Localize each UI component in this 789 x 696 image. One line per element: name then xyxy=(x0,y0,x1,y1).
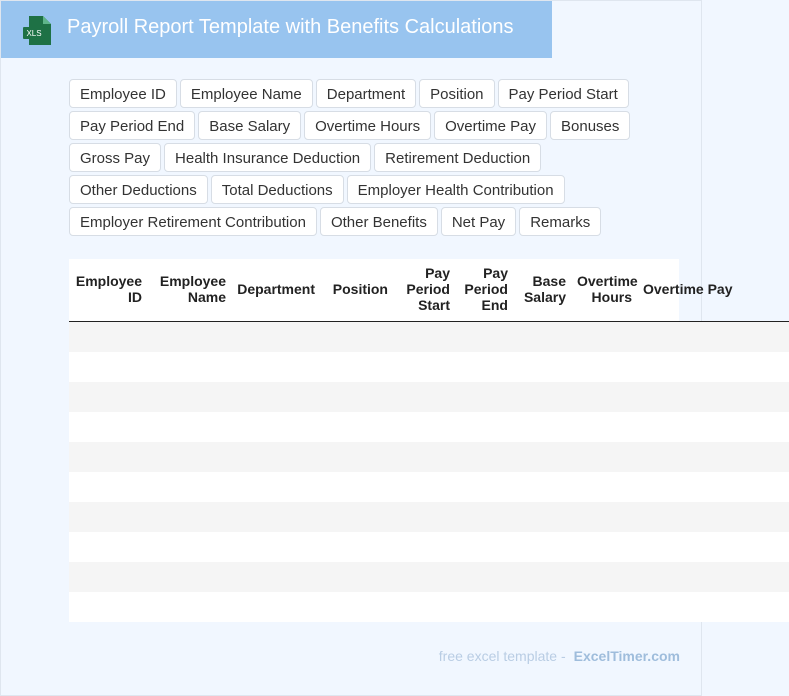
column-header[interactable]: Pay Period End xyxy=(457,259,515,322)
table-row xyxy=(69,592,789,622)
field-chip[interactable]: Pay Period Start xyxy=(498,79,629,108)
column-header[interactable]: Position xyxy=(322,259,395,322)
table-cell[interactable] xyxy=(515,532,573,562)
table-cell[interactable] xyxy=(149,532,233,562)
table-cell[interactable] xyxy=(457,382,515,412)
table-cell[interactable] xyxy=(395,592,457,622)
table-cell[interactable] xyxy=(233,412,322,442)
field-chip[interactable]: Department xyxy=(316,79,416,108)
table-row xyxy=(69,352,789,382)
payroll-table-container[interactable] xyxy=(69,259,733,622)
table-cell[interactable] xyxy=(149,352,233,382)
table-cell[interactable] xyxy=(639,562,789,592)
table-cell[interactable] xyxy=(457,502,515,532)
table-cell[interactable] xyxy=(639,532,789,562)
table-cell[interactable] xyxy=(69,442,149,472)
table-row xyxy=(69,322,789,353)
table-cell[interactable] xyxy=(149,472,233,502)
payroll-table xyxy=(69,259,789,622)
table-cell[interactable] xyxy=(395,382,457,412)
table-cell[interactable] xyxy=(457,322,515,353)
table-cell[interactable] xyxy=(515,382,573,412)
field-chip[interactable]: Gross Pay xyxy=(69,143,161,172)
field-chip[interactable]: Total Deductions xyxy=(211,175,344,204)
table-cell[interactable] xyxy=(322,382,395,412)
table-cell[interactable] xyxy=(322,442,395,472)
table-row xyxy=(69,412,789,442)
table-cell[interactable] xyxy=(395,502,457,532)
table-cell[interactable] xyxy=(322,592,395,622)
table-header-row xyxy=(69,259,789,322)
table-cell[interactable] xyxy=(573,562,639,592)
table-cell[interactable] xyxy=(149,502,233,532)
field-chip[interactable]: Employer Retirement Contribution xyxy=(69,207,317,236)
field-chip[interactable]: Position xyxy=(419,79,494,108)
table-cell[interactable] xyxy=(515,592,573,622)
column-header[interactable]: Employee ID xyxy=(69,259,149,322)
table-cell[interactable] xyxy=(457,592,515,622)
table-cell[interactable] xyxy=(395,472,457,502)
table-cell[interactable] xyxy=(69,562,149,592)
column-header[interactable]: Pay Period Start xyxy=(395,259,457,322)
table-cell[interactable] xyxy=(69,532,149,562)
table-cell[interactable] xyxy=(233,352,322,382)
table-cell[interactable] xyxy=(457,412,515,442)
column-header[interactable]: Overtime Hours xyxy=(573,259,639,322)
table-cell[interactable] xyxy=(573,592,639,622)
table-body xyxy=(69,322,789,623)
table-cell[interactable] xyxy=(69,502,149,532)
field-chip[interactable]: Health Insurance Deduction xyxy=(164,143,371,172)
table-cell[interactable] xyxy=(573,382,639,412)
table-cell[interactable] xyxy=(322,412,395,442)
table-cell[interactable] xyxy=(515,322,573,353)
title-banner xyxy=(1,1,552,58)
field-chip[interactable]: Overtime Hours xyxy=(304,111,431,140)
field-chip[interactable]: Base Salary xyxy=(198,111,301,140)
table-cell[interactable] xyxy=(515,442,573,472)
table-cell[interactable] xyxy=(322,532,395,562)
table-cell[interactable] xyxy=(322,562,395,592)
table-cell[interactable] xyxy=(69,322,149,353)
table-cell[interactable] xyxy=(149,592,233,622)
table-cell[interactable] xyxy=(639,502,789,532)
table-row xyxy=(69,472,789,502)
table-cell[interactable] xyxy=(233,502,322,532)
table-cell[interactable] xyxy=(233,532,322,562)
table-cell[interactable] xyxy=(233,562,322,592)
svg-text:XLS: XLS xyxy=(26,29,42,38)
field-chip[interactable]: Retirement Deduction xyxy=(374,143,541,172)
field-chip[interactable]: Bonuses xyxy=(550,111,630,140)
table-cell[interactable] xyxy=(639,352,789,382)
table-cell[interactable] xyxy=(69,472,149,502)
table-cell[interactable] xyxy=(639,412,789,442)
table-cell[interactable] xyxy=(573,442,639,472)
column-header[interactable]: Employee Name xyxy=(149,259,233,322)
table-cell[interactable] xyxy=(322,352,395,382)
table-cell[interactable] xyxy=(573,322,639,353)
table-cell[interactable] xyxy=(515,412,573,442)
table-cell[interactable] xyxy=(395,442,457,472)
table-cell[interactable] xyxy=(149,442,233,472)
field-chip[interactable]: Other Deductions xyxy=(69,175,208,204)
table-cell[interactable] xyxy=(573,532,639,562)
table-cell[interactable] xyxy=(639,442,789,472)
table-cell[interactable] xyxy=(573,412,639,442)
table-cell[interactable] xyxy=(69,382,149,412)
table-cell[interactable] xyxy=(149,382,233,412)
field-chip[interactable]: Overtime Pay xyxy=(434,111,547,140)
field-chip[interactable]: Employer Health Contribution xyxy=(347,175,565,204)
footer-prefix: free excel template - xyxy=(438,648,566,664)
table-cell[interactable] xyxy=(395,352,457,382)
footer-brand-link[interactable]: ExcelTimer.com xyxy=(573,648,680,664)
table-cell[interactable] xyxy=(233,322,322,353)
table-cell[interactable] xyxy=(515,472,573,502)
table-cell[interactable] xyxy=(69,592,149,622)
field-chip[interactable]: Net Pay xyxy=(441,207,516,236)
page-title: Payroll Report Template with Benefits Calculations xyxy=(67,16,514,38)
column-header[interactable]: Base Salary xyxy=(515,259,573,322)
table-row xyxy=(69,562,789,592)
table-cell[interactable] xyxy=(573,472,639,502)
table-cell[interactable] xyxy=(639,592,789,622)
table-cell[interactable] xyxy=(149,412,233,442)
table-cell[interactable] xyxy=(233,382,322,412)
table-cell[interactable] xyxy=(515,502,573,532)
table-cell[interactable] xyxy=(457,562,515,592)
table-cell[interactable] xyxy=(149,562,233,592)
table-cell[interactable] xyxy=(457,532,515,562)
table-row xyxy=(69,532,789,562)
footer-credit xyxy=(439,648,680,664)
table-cell[interactable] xyxy=(395,532,457,562)
table-cell[interactable] xyxy=(233,592,322,622)
table-row xyxy=(69,382,789,412)
table-cell[interactable] xyxy=(395,322,457,353)
field-chip[interactable]: Remarks xyxy=(519,207,601,236)
table-cell[interactable] xyxy=(69,352,149,382)
table-cell[interactable] xyxy=(573,352,639,382)
table-cell[interactable] xyxy=(69,412,149,442)
field-chip[interactable]: Employee ID xyxy=(69,79,177,108)
table-cell[interactable] xyxy=(457,442,515,472)
table-cell[interactable] xyxy=(573,502,639,532)
table-cell[interactable] xyxy=(395,412,457,442)
table-cell[interactable] xyxy=(322,502,395,532)
table-row xyxy=(69,502,789,532)
table-cell[interactable] xyxy=(515,562,573,592)
table-cell[interactable] xyxy=(233,472,322,502)
table-cell[interactable] xyxy=(322,472,395,502)
table-cell[interactable] xyxy=(395,562,457,592)
table-cell[interactable] xyxy=(233,442,322,472)
field-chip[interactable]: Pay Period End xyxy=(69,111,195,140)
column-header[interactable]: Overtime Pay xyxy=(639,259,789,322)
table-cell[interactable] xyxy=(515,352,573,382)
table-cell[interactable] xyxy=(639,472,789,502)
table-cell[interactable] xyxy=(457,352,515,382)
table-cell[interactable] xyxy=(149,322,233,353)
table-cell[interactable] xyxy=(322,322,395,353)
field-chip[interactable]: Other Benefits xyxy=(320,207,438,236)
table-cell[interactable] xyxy=(639,382,789,412)
table-cell[interactable] xyxy=(639,322,789,353)
table-row xyxy=(69,442,789,472)
table-cell[interactable] xyxy=(457,472,515,502)
excel-file-icon xyxy=(22,15,52,46)
column-header[interactable]: Department xyxy=(233,259,322,322)
field-chip[interactable]: Employee Name xyxy=(180,79,313,108)
field-chip-list xyxy=(69,79,681,236)
